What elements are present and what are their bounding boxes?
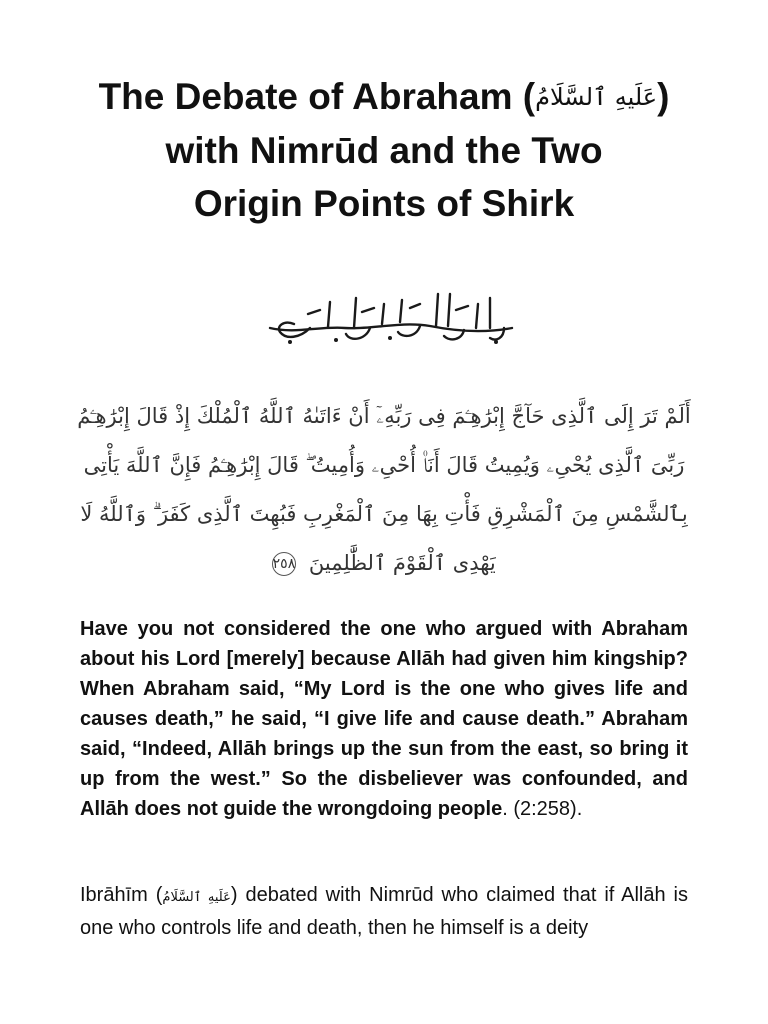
paragraph-suffix: ) debated with Nimrūd who claimed that if Allāh is one who controls life and death, then he himself is a deity xyxy=(80,884,688,939)
translation-bold-text: Have you not considered the one who argued with Abraham about his Lord [merely] because Allāh had given him kingship? When Abraham said, “My Lord is the one who gives life and causes death,” he said, “I give life and cause death.” Abraham said, “Indeed, Allāh brings up the sun from the east, so bring it up from the west.” So the disbeliever was confounded, and Allāh does not guide the wrongdoing people xyxy=(80,618,688,820)
paragraph-honorific-arabic: عَلَيهِ ٱلسَّلَامُ xyxy=(162,890,231,905)
paragraph-prefix: Ibrāhīm ( xyxy=(80,884,163,906)
title-honorific-arabic: عَلَيهِ ٱلسَّلَامُ xyxy=(535,83,658,111)
title-line-3: Origin Points of Shirk xyxy=(193,183,575,224)
title-line-1 xyxy=(60,70,708,124)
verse-translation xyxy=(80,614,688,824)
page-title xyxy=(60,70,708,230)
body-paragraph xyxy=(80,880,688,943)
title-line-1-suffix: ) xyxy=(657,76,670,117)
title-line-2: with Nimrūd and the Two xyxy=(165,130,603,171)
title-line-1-prefix: The Debate of Abraham ( xyxy=(98,76,536,117)
basmala-calligraphy-icon xyxy=(250,288,518,348)
verse-text: أَلَمْ تَرَ إِلَى ٱلَّذِى حَآجَّ إِبْرَٰهِـۧمَ فِى رَبِّهِۦٓ أَنْ ءَاتَىٰهُ ٱللَّهُ ٱلْمُلْكَ إِذْ قَالَ إِبْرَٰهِـۧمُ رَبِّىَ ٱلَّذِى يُحْىِۦ وَيُمِيتُ قَالَ أَنَا۠ أُحْىِۦ وَأُمِيتُ ۖ قَالَ إِبْرَٰهِـۧمُ فَإِنَّ ٱللَّهَ يَأْتِى بِٱلشَّمْسِ مِنَ ٱلْمَشْرِقِ فَأْتِ بِهَا مِنَ ٱلْمَغْرِبِ فَبُهِتَ ٱلَّذِى كَفَرَ ۗ وَٱللَّهُ لَا يَهْدِى ٱلْقَوْمَ ٱلظَّٰلِمِينَ xyxy=(77,404,691,575)
quran-verse-arabic xyxy=(70,392,698,588)
translation-reference: . (2:258). xyxy=(502,798,583,820)
ayah-number-marker: ٢٥٨ xyxy=(272,552,296,576)
